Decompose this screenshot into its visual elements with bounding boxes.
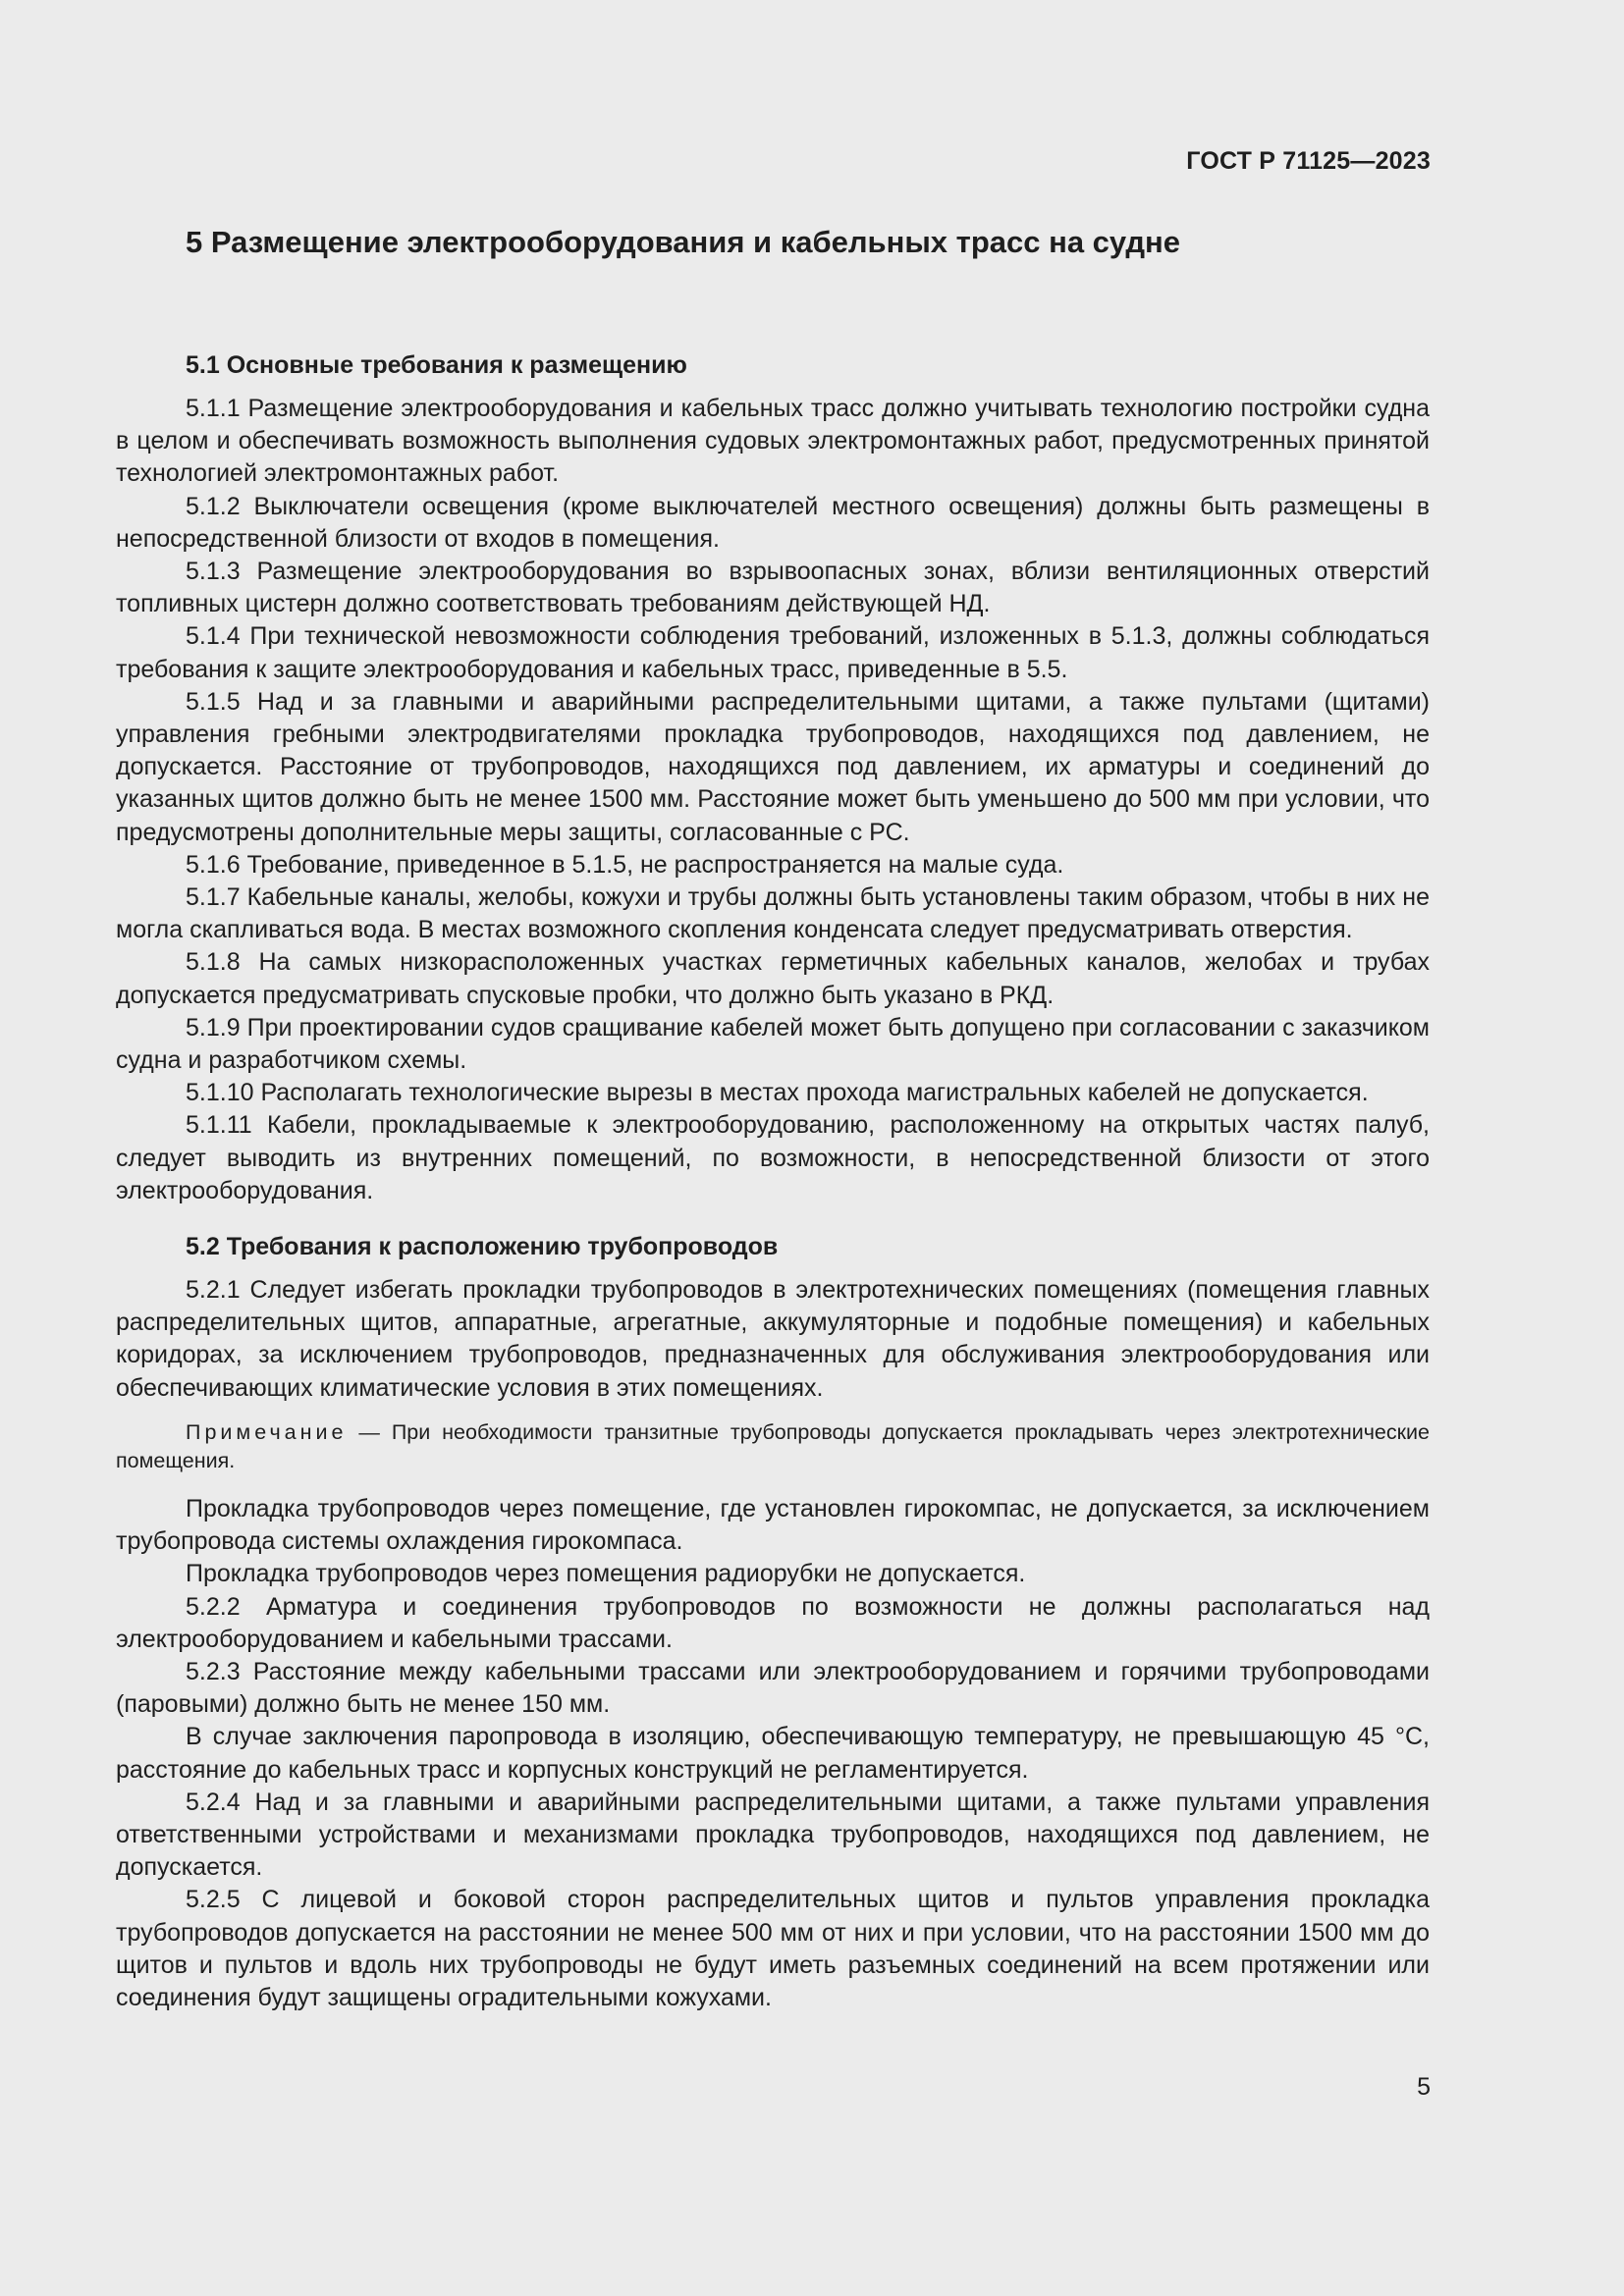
paragraph-5-1-6: 5.1.6 Требование, приведенное в 5.1.5, не распространяется на малые суда. [186,850,1064,879]
section-title: 5 Размещение электрооборудования и кабельных трасс на судне [186,225,1181,259]
paragraph-5-1-9: 5.1.9 При проектировании судов сращивание кабелей может быть допущено при согласовании с заказчиком судна и разработчиком схемы. [116,1013,1430,1075]
paragraph-5-1-7: 5.1.7 Кабельные каналы, желобы, кожухи и трубы должны быть установлены таким образом, чтобы в них не могла скапливаться вода. В местах возможного скопления конденсата следует предусматривать отверстия. [116,883,1430,944]
page-number: 5 [1417,2073,1431,2101]
paragraph-steam-insulation: В случае заключения паропровода в изоляцию, обеспечивающую температуру, не превышающую 45 °С, расстояние до кабельных трасс и корпусных конструкций не регламентируется. [116,1723,1430,1784]
paragraph-5-1-1: 5.1.1 Размещение электрооборудования и кабельных трасс должно учитывать технологию постройки судна в целом и обеспечивать возможность выполнения судовых электромонтажных работ, предусмотренных принятой технологией электромонтажных работ. [116,395,1430,488]
subsection-title-5-1: 5.1 Основные требования к размещению [186,351,687,379]
paragraph-5-1-2: 5.1.2 Выключатели освещения (кроме выключателей местного освещения) должны быть размещены в непосредственной близости от входов в помещения. [116,492,1430,553]
subsection-title-5-2: 5.2 Требования к расположению трубопроводов [186,1233,779,1261]
document-id: ГОСТ Р 71125—2023 [1186,147,1431,175]
note-label: Примечание [186,1419,348,1444]
paragraph-5-2-1: 5.2.1 Следует избегать прокладки трубопроводов в электротехнических помещениях (помещения главных распределительных щитов, аппаратные, агрегатные, аккумуляторные и подобные помещения) и кабельных коридорах, за исключением трубопроводов, предназначенных для обслуживания электрооборудования или обеспечивающих климатические условия в этих помещениях. [116,1276,1430,1402]
paragraph-radio-room: Прокладка трубопроводов через помещения радиорубки не допускается. [186,1560,1026,1588]
note [116,1418,1430,1475]
page-content [116,220,1430,2014]
paragraph-gyrocompass: Прокладка трубопроводов через помещение, где установлен гирокомпас, не допускается, за исключением трубопровода системы охлаждения гирокомпаса. [116,1494,1430,1556]
note-dash: — [347,1419,392,1444]
paragraph-5-1-3: 5.1.3 Размещение электрооборудования во взрывоопасных зонах, вблизи вентиляционных отверстий топливных цистерн должно соответствовать требованиям действующей НД. [116,558,1430,618]
paragraph-5-2-2: 5.2.2 Арматура и соединения трубопроводов по возможности не должны располагаться над электрооборудованием и кабельными трассами. [116,1592,1430,1653]
paragraph-5-1-8: 5.1.8 На самых низкорасположенных участках герметичных кабельных каналов, желобах и трубах допускается предусматривать спусковые пробки, что должно быть указано в РКД. [116,948,1430,1009]
note-text: При необходимости транзитные трубопроводы допускается прокладывать через электротехнические помещения. [116,1419,1430,1472]
paragraph-5-1-11: 5.1.11 Кабели, прокладываемые к электрооборудованию, расположенному на открытых частях палуб, следует выводить из внутренних помещений, по возможности, в непосредственной близости от этого электрооборудования. [116,1111,1430,1204]
paragraph-5-1-10: 5.1.10 Располагать технологические вырезы в местах прохода магистральных кабелей не допускается. [186,1079,1369,1107]
paragraph-5-1-5: 5.1.5 Над и за главными и аварийными распределительными щитами, а также пультами (щитами) управления гребными электродвигателями прокладка трубопроводов, находящихся под давлением, не допускается. Расстояние от трубопроводов, находящихся под давлением, их арматуры и соединений до указанных щитов должно быть не менее 1500 мм. Расстояние может быть уменьшено до 500 мм при условии, что предусмотрены дополнительные меры защиты, согласованные с РС. [116,687,1430,846]
paragraph-5-2-5: 5.2.5 С лицевой и боковой сторон распределительных щитов и пультов управления прокладка трубопроводов допускается на расстоянии не менее 500 мм от них и при условии, что на расстоянии 1500 мм до щитов и пультов и вдоль них трубопроводы не будут иметь разъемных соединений на всем протяжении или соединения будут защищены оградительными кожухами. [116,1886,1430,2011]
paragraph-5-2-4: 5.2.4 Над и за главными и аварийными распределительными щитами, а также пультами управления ответственными устройствами и механизмами прокладка трубопроводов, находящихся под давлением, не допускается. [116,1788,1430,1882]
paragraph-5-1-4: 5.1.4 При технической невозможности соблюдения требований, изложенных в 5.1.3, должны соблюдаться требования к защите электрооборудования и кабельных трасс, приведенные в 5.5. [116,622,1430,683]
paragraph-5-2-3: 5.2.3 Расстояние между кабельными трассами или электрооборудованием и горячими трубопроводами (паровыми) должно быть не менее 150 мм. [116,1657,1430,1719]
